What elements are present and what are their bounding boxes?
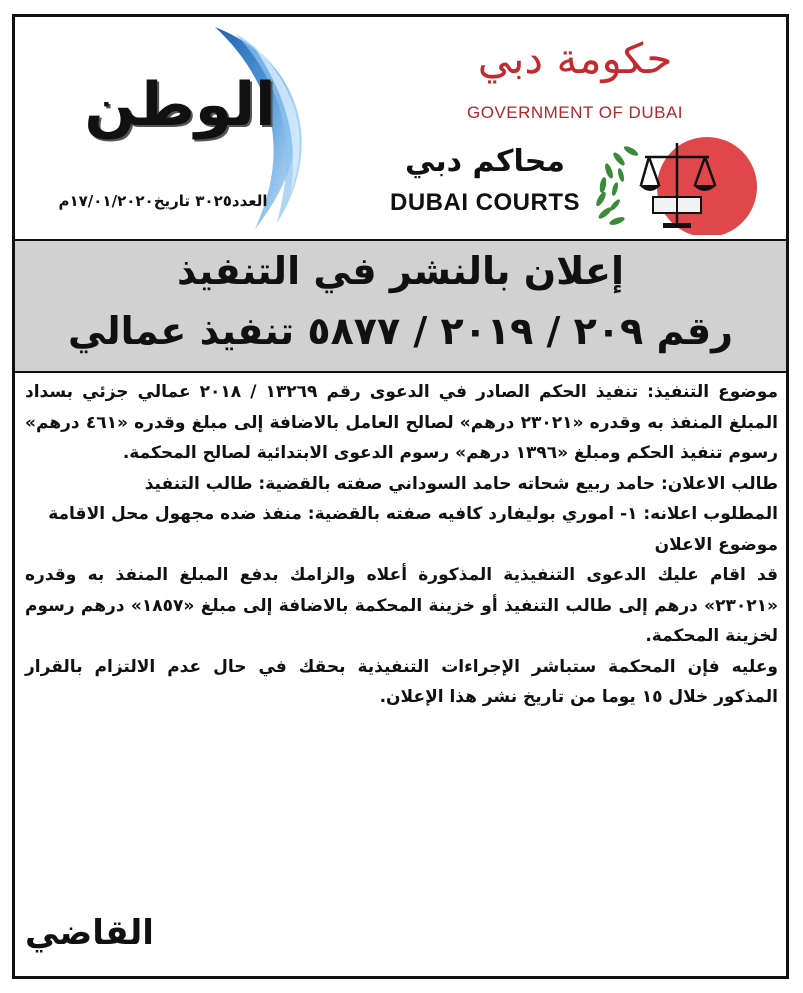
government-name-english: GOVERNMENT OF DUBAI bbox=[466, 103, 684, 122]
requester-paragraph: طالب الاعلان: حامد ربيع شحاته حامد السوداني صفته بالقضية: طالب التنفيذ bbox=[144, 473, 778, 494]
notice-subject-heading: موضوع الاعلان bbox=[654, 534, 778, 555]
case-number-title: رقم ٢٠٩ / ٢٠١٩ / ٥٨٧٧ تنفيذ عمالي bbox=[67, 309, 734, 353]
header bbox=[15, 17, 786, 239]
government-name-arabic: حكومة دبي bbox=[477, 34, 673, 83]
notice-details-paragraph: قد اقام عليك الدعوى التنفيذية المذكورة أعلاه والزامك بدفع المبلغ المنفذ به وقدره «٢٣٠٢١» درهم إلى طالب التنفيذ أو خزينة المحكمة بالاضافة إلى مبلغ «١٨٥٧» درهم رسوم لخزينة المحكمة. bbox=[25, 565, 779, 646]
courts-name-english: DUBAI COURTS bbox=[390, 189, 580, 216]
title-band bbox=[15, 239, 786, 373]
announcement-title: إعلان بالنشر في التنفيذ bbox=[176, 249, 625, 293]
newspaper-issue-date: العدد٣٠٢٥ تاريخ١٧/٠١/٢٠٢٠م bbox=[58, 192, 268, 210]
announcement-body bbox=[25, 377, 778, 713]
judge-signature: القاضي bbox=[25, 913, 154, 953]
court-action-paragraph: وعليه فإن المحكمة ستباشر الإجراءات التنفيذية بحقك في حال عدم الالتزام بالقرار المذكور خلال ١٥ يوما من تاريخ نشر هذا الإعلان. bbox=[25, 656, 778, 707]
dubai-courts-emblem-icon bbox=[587, 135, 771, 235]
execution-subject-paragraph: موضوع التنفيذ: تنفيذ الحكم الصادر في الدعوى رقم ١٣٢٦٩ / ٢٠١٨ عمالي جزئي بسداد المبلغ المنفذ به وقدره «٢٣٠٢١ درهم» لصالح العامل بالاضافة إلى مبلغ وقدره «٤٦١ درهم» رسوم تنفيذ الحكم ومبلغ «١٣٩٦ درهم» رسوم الدعوى الابتدائية لصالح المحكمة. bbox=[25, 382, 779, 463]
respondent-paragraph: المطلوب اعلانه: ١- اموري بوليفارد كافيه صفته بالقضية: منفذ ضده مجهول محل الاقامة bbox=[48, 504, 778, 524]
newspaper-name: الوطن bbox=[84, 70, 276, 140]
courts-name-arabic: محاكم دبي bbox=[405, 144, 565, 179]
announcement-frame bbox=[12, 14, 789, 979]
